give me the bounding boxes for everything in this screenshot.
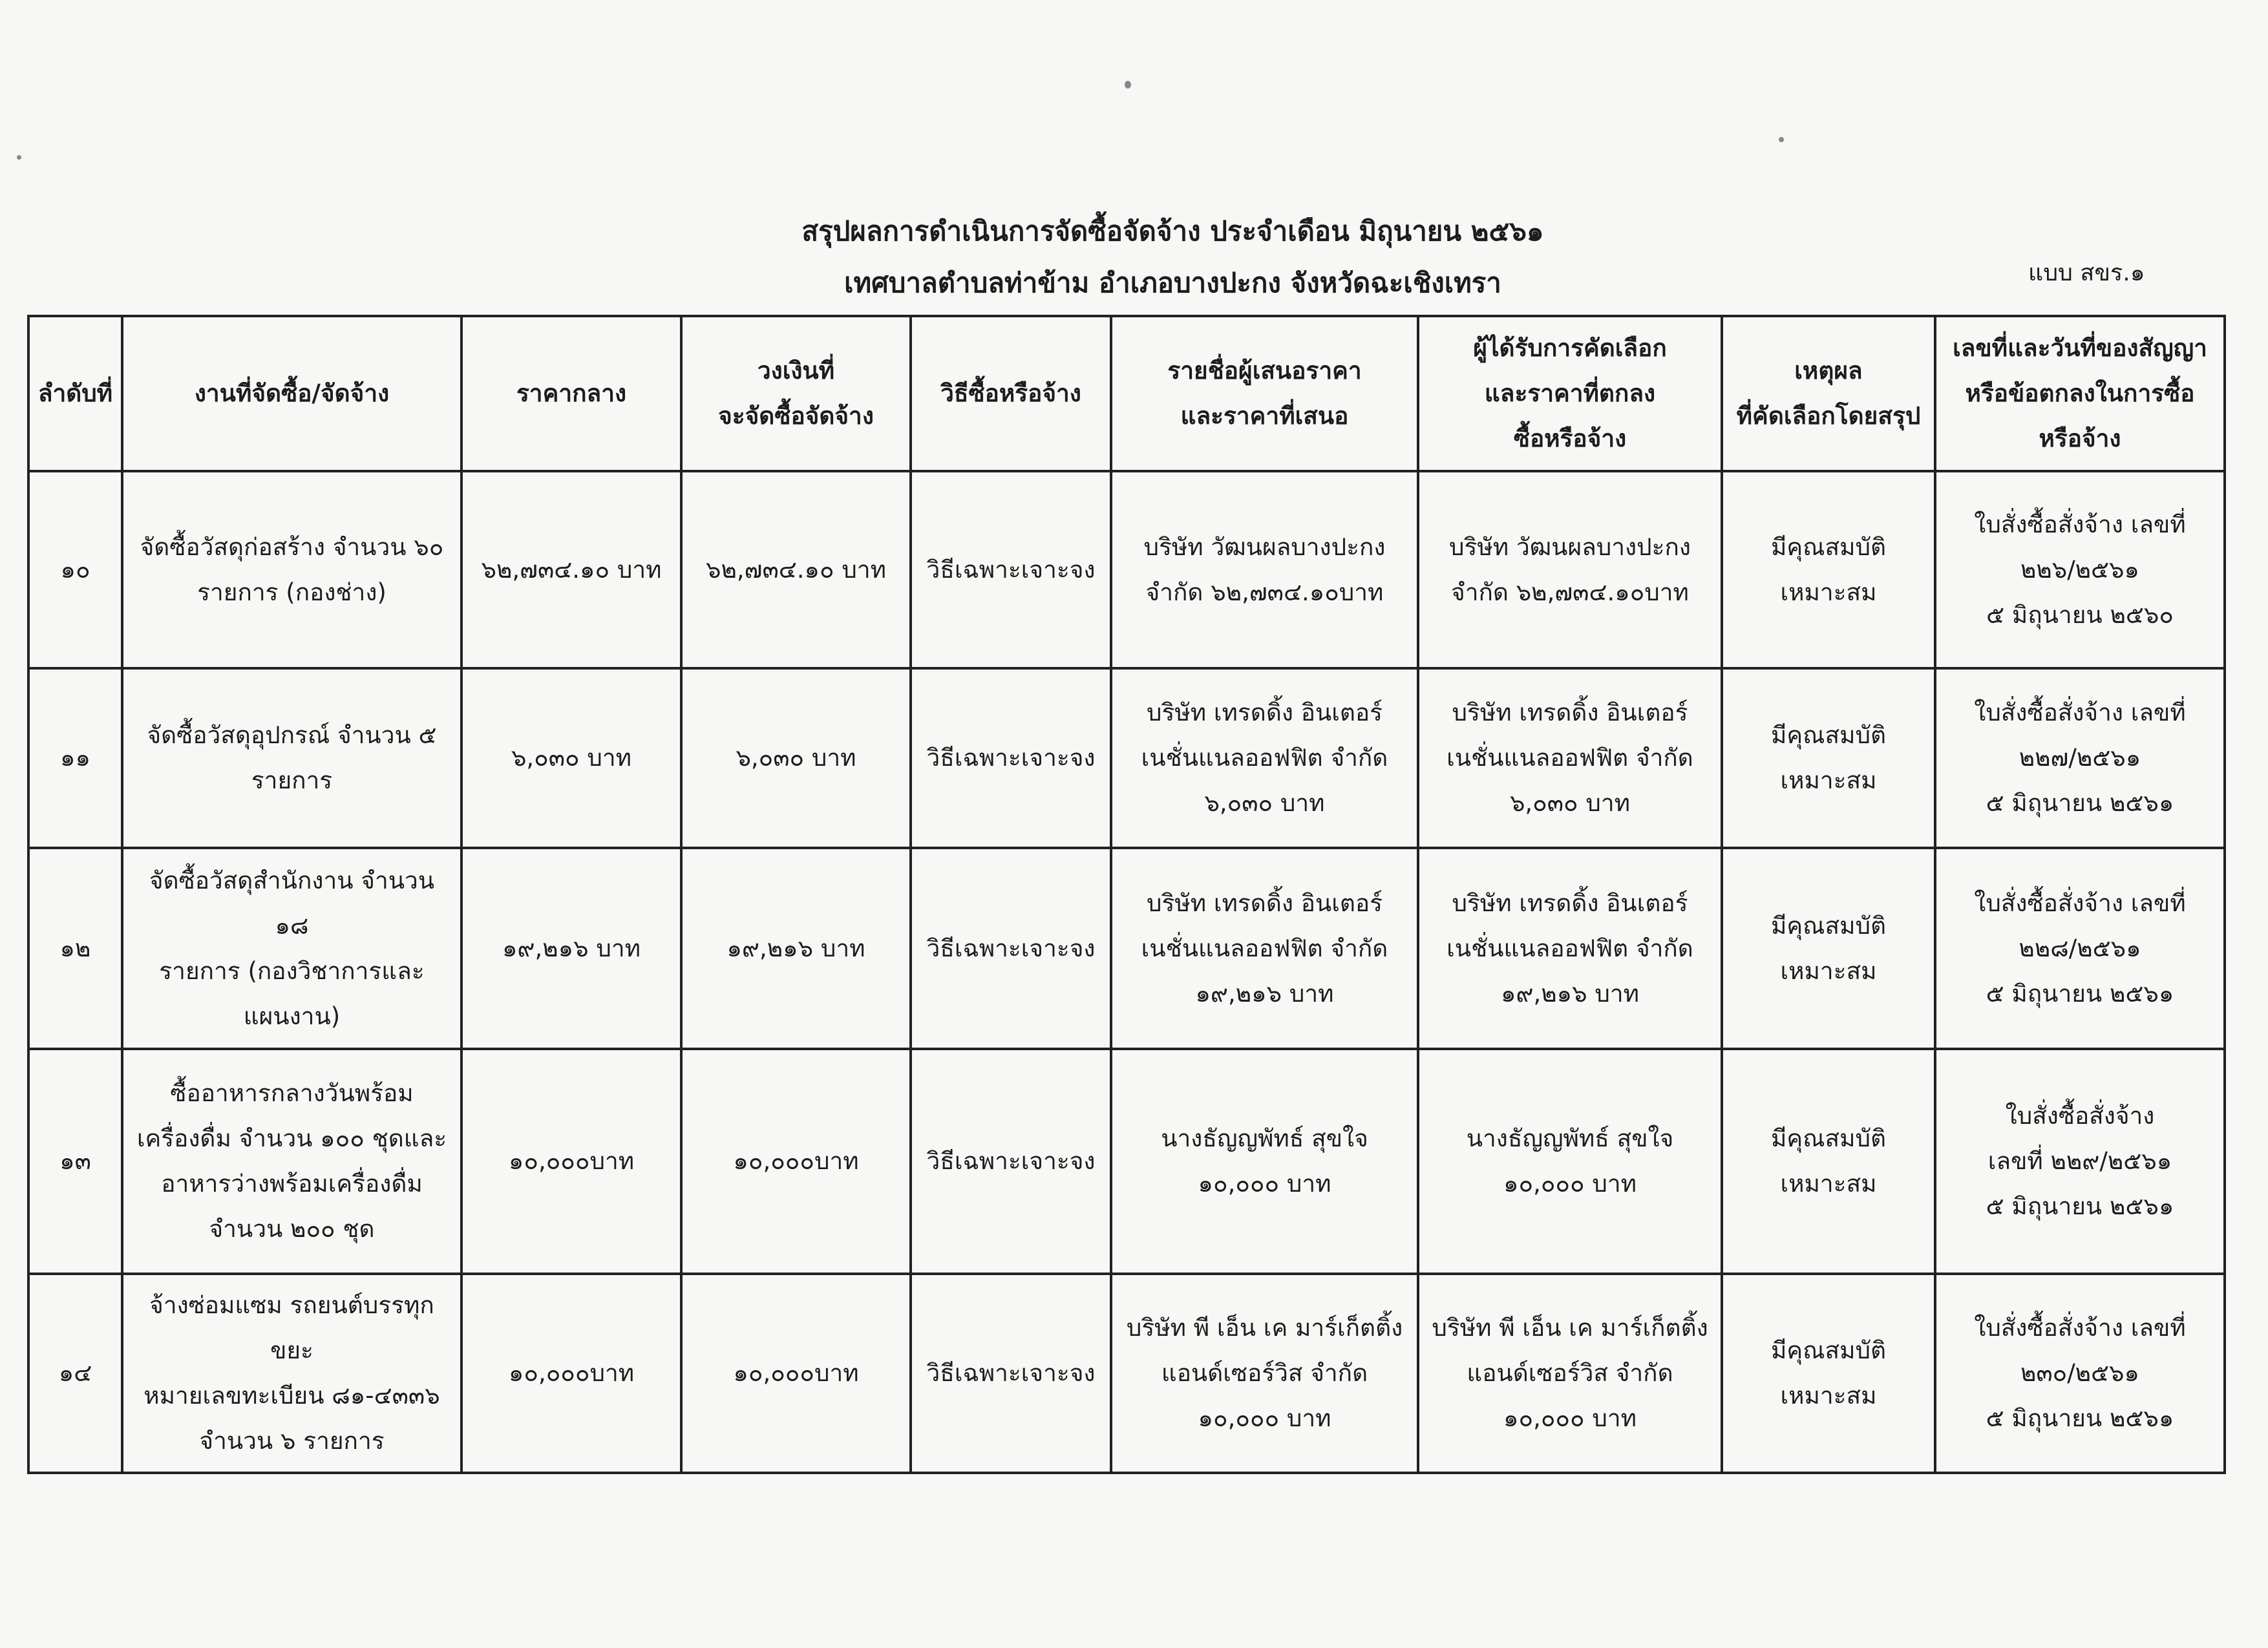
cell-method: วิธีเฉพาะเจาะจง <box>911 668 1111 848</box>
cell-line: บริษัท วัฒนผลบางปะกง <box>1449 533 1691 561</box>
cell-work <box>122 1274 461 1473</box>
cell-budget: ๑๐,๐๐๐บาท <box>681 1049 911 1274</box>
cell-line: ใบสั่งซื้อสั่งจ้าง เลขที่ <box>1974 1314 2186 1342</box>
cell-line: เหมาะสม <box>1780 766 1877 794</box>
cell-selected <box>1418 471 1722 668</box>
cell-reason <box>1722 471 1935 668</box>
cell-selected <box>1418 1274 1722 1473</box>
cell-line: ๑๐,๐๐๐ บาท <box>1198 1404 1331 1432</box>
cell-line: ที่คัดเลือกโดยสรุป <box>1736 402 1921 430</box>
cell-line: บริษัท พี เอ็น เค มาร์เก็ตติ้ง <box>1126 1314 1403 1342</box>
cell-reason <box>1722 1049 1935 1274</box>
cell-line: แผนงาน) <box>243 1002 341 1030</box>
cell-line: ๕ มิถุนายน ๒๕๖๑ <box>1986 1192 2174 1220</box>
cell-line: หรือข้อตกลงในการซื้อ <box>1965 379 2195 407</box>
cell-line: จัดซื้อวัสดุอุปกรณ์ จำนวน ๕ <box>147 721 437 749</box>
cell-method: วิธีเฉพาะเจาะจง <box>911 848 1111 1049</box>
cell-line: ๕ มิถุนายน ๒๕๖๑ <box>1986 789 2174 817</box>
cell-line: เหมาะสม <box>1780 578 1877 606</box>
cell-line: เครื่องดื่ม จำนวน ๑๐๐ ชุดและ <box>136 1125 447 1152</box>
header-cell <box>1722 316 1935 471</box>
table-row <box>28 1274 2225 1473</box>
cell-line: เหตุผล <box>1794 357 1863 385</box>
cell-contract <box>1935 1274 2225 1473</box>
header-cell <box>1111 316 1418 471</box>
table-row <box>28 668 2225 848</box>
document-title: สรุปผลการดำเนินการจัดซื้อจัดจ้าง ประจำเดือน มิถุนายน ๒๕๖๑ <box>801 215 1544 247</box>
cell-line: ๕ มิถุนายน ๒๕๖๑ <box>1986 1404 2174 1432</box>
cell-method: วิธีเฉพาะเจาะจง <box>911 471 1111 668</box>
cell-bidders <box>1111 471 1418 668</box>
cell-line: อาหารว่างพร้อมเครื่องดื่ม <box>161 1170 423 1198</box>
cell-median-price: ๖,๐๓๐ บาท <box>461 668 681 848</box>
cell-line: นางธัญญพัทธ์ สุขใจ <box>1466 1125 1674 1152</box>
cell-line: บริษัท พี เอ็น เค มาร์เก็ตติ้ง <box>1432 1314 1708 1342</box>
cell-line: บริษัท เทรดดิ้ง อินเตอร์ <box>1452 699 1688 726</box>
cell-no: ๑๒ <box>28 848 122 1049</box>
cell-line: มีคุณสมบัติ <box>1771 911 1886 940</box>
header-cell <box>911 316 1111 471</box>
cell-no: ๑๓ <box>28 1049 122 1274</box>
cell-contract <box>1935 471 2225 668</box>
cell-median-price: ๑๙,๒๑๖ บาท <box>461 848 681 1049</box>
cell-work <box>122 848 461 1049</box>
procurement-table <box>27 315 2226 1474</box>
cell-line: ๖,๐๓๐ บาท <box>1204 789 1325 817</box>
cell-line: ๑๐,๐๐๐ บาท <box>1503 1170 1637 1198</box>
cell-work <box>122 471 461 668</box>
cell-budget: ๖,๐๓๐ บาท <box>681 668 911 848</box>
header-cell <box>681 316 911 471</box>
cell-line: นางธัญญพัทธ์ สุขใจ <box>1161 1125 1368 1152</box>
cell-contract <box>1935 1049 2225 1274</box>
cell-line: มีคุณสมบัติ <box>1771 721 1886 749</box>
cell-no: ๑๔ <box>28 1274 122 1473</box>
cell-line: รายชื่อผู้เสนอราคา <box>1167 357 1362 385</box>
cell-reason <box>1722 1274 1935 1473</box>
cell-bidders <box>1111 1049 1418 1274</box>
cell-line: ใบสั่งซื้อสั่งจ้าง เลขที่ <box>1974 889 2186 917</box>
table-row <box>28 848 2225 1049</box>
cell-line: เนชั่นแนลออฟฟิต จำกัด <box>1141 744 1388 772</box>
cell-line: ซื้ออาหารกลางวันพร้อม <box>170 1079 414 1107</box>
cell-line: จัดซื้อวัสดุสำนักงาน จำนวน ๑๘ <box>149 866 435 940</box>
cell-line: ราคากลาง <box>516 379 627 407</box>
cell-line: เนชั่นแนลออฟฟิต จำกัด <box>1447 934 1693 962</box>
cell-line: ผู้ได้รับการคัดเลือก <box>1473 334 1667 362</box>
header-cell <box>28 316 122 471</box>
cell-line: จัดซื้อวัสดุก่อสร้าง จำนวน ๖๐ <box>140 533 444 561</box>
cell-line: ลำดับที่ <box>37 379 113 407</box>
cell-line: เหมาะสม <box>1780 956 1877 985</box>
cell-line: มีคุณสมบัติ <box>1771 1336 1886 1364</box>
cell-line: วงเงินที่ <box>757 357 835 385</box>
header-cell <box>1418 316 1722 471</box>
cell-line: ๒๒๖/๒๕๖๑ <box>2020 555 2140 584</box>
cell-line: แอนด์เซอร์วิส จำกัด <box>1467 1359 1673 1387</box>
header-cell <box>461 316 681 471</box>
cell-line: แอนด์เซอร์วิส จำกัด <box>1161 1359 1368 1387</box>
cell-budget: ๖๒,๗๓๔.๑๐ บาท <box>681 471 911 668</box>
cell-line: บริษัท วัฒนผลบางปะกง <box>1143 533 1386 561</box>
cell-line: เหมาะสม <box>1780 1382 1877 1410</box>
cell-line: จำนวน ๒๐๐ ชุด <box>209 1215 375 1243</box>
cell-line: ๑๐,๐๐๐ บาท <box>1503 1404 1637 1432</box>
header-cell <box>1935 316 2225 471</box>
cell-line: มีคุณสมบัติ <box>1771 1125 1886 1152</box>
cell-line: และราคาที่ตกลง <box>1484 379 1656 407</box>
cell-line: บริษัท เทรดดิ้ง อินเตอร์ <box>1147 889 1383 917</box>
cell-line: ๒๒๘/๒๕๖๑ <box>2019 934 2141 962</box>
scan-speck <box>1779 137 1784 142</box>
cell-work <box>122 668 461 848</box>
document-subtitle: เทศบาลตำบลท่าข้าม อำเภอบางปะกง จังหวัดฉะเชิงเทรา <box>844 267 1501 299</box>
cell-line: ๖,๐๓๐ บาท <box>1509 789 1631 817</box>
cell-line: เหมาะสม <box>1780 1170 1877 1198</box>
cell-line: เนชั่นแนลออฟฟิต จำกัด <box>1141 934 1388 962</box>
cell-median-price: ๑๐,๐๐๐บาท <box>461 1049 681 1274</box>
cell-line: รายการ <box>251 766 333 794</box>
cell-bidders <box>1111 1274 1418 1473</box>
cell-bidders <box>1111 668 1418 848</box>
cell-reason <box>1722 668 1935 848</box>
cell-line: และราคาที่เสนอ <box>1180 402 1349 430</box>
cell-line: ใบสั่งซื้อสั่งจ้าง <box>2005 1102 2155 1130</box>
table-header-row <box>28 316 2225 471</box>
cell-line: เลขที่ ๒๒๙/๒๕๖๑ <box>1987 1147 2172 1175</box>
cell-median-price: ๖๒,๗๓๔.๑๐ บาท <box>461 471 681 668</box>
cell-line: ๕ มิถุนายน ๒๕๖๐ <box>1986 600 2174 629</box>
cell-contract <box>1935 848 2225 1049</box>
cell-line: ๑๙,๒๑๖ บาท <box>1500 979 1640 1008</box>
cell-line: หรือจ้าง <box>2039 425 2121 452</box>
cell-selected <box>1418 848 1722 1049</box>
cell-work <box>122 1049 461 1274</box>
cell-line: ๒๒๗/๒๕๖๑ <box>2019 744 2141 772</box>
cell-line: วิธีซื้อหรือจ้าง <box>940 379 1081 407</box>
cell-line: ๑๙,๒๑๖ บาท <box>1195 979 1334 1008</box>
cell-contract <box>1935 668 2225 848</box>
cell-budget: ๑๐,๐๐๐บาท <box>681 1274 911 1473</box>
scan-speck <box>1125 81 1131 89</box>
cell-bidders <box>1111 848 1418 1049</box>
cell-line: ใบสั่งซื้อสั่งจ้าง เลขที่ <box>1974 699 2186 726</box>
cell-line: จะจัดซื้อจัดจ้าง <box>718 402 874 430</box>
cell-line: มีคุณสมบัติ <box>1771 533 1886 561</box>
cell-line: ๒๓๐/๒๕๖๑ <box>2020 1359 2140 1387</box>
cell-line: จำกัด ๖๒,๗๓๔.๑๐บาท <box>1451 578 1689 606</box>
cell-line: บริษัท เทรดดิ้ง อินเตอร์ <box>1147 699 1383 726</box>
cell-selected <box>1418 668 1722 848</box>
scan-speck <box>17 155 21 160</box>
cell-line: เนชั่นแนลออฟฟิต จำกัด <box>1447 744 1693 772</box>
cell-line: ใบสั่งซื้อสั่งจ้าง เลขที่ <box>1974 510 2186 538</box>
table-row <box>28 1049 2225 1274</box>
cell-line: เลขที่และวันที่ของสัญญา <box>1953 334 2207 362</box>
cell-no: ๑๐ <box>28 471 122 668</box>
cell-line: ซื้อหรือจ้าง <box>1513 425 1627 452</box>
form-code: แบบ สขร.๑ <box>2028 260 2145 286</box>
cell-line: บริษัท เทรดดิ้ง อินเตอร์ <box>1452 889 1688 917</box>
cell-selected <box>1418 1049 1722 1274</box>
cell-line: ๕ มิถุนายน ๒๕๖๑ <box>1986 979 2174 1008</box>
header-cell <box>122 316 461 471</box>
cell-line: รายการ (กองช่าง) <box>197 578 387 606</box>
cell-budget: ๑๙,๒๑๖ บาท <box>681 848 911 1049</box>
cell-line: ๑๐,๐๐๐ บาท <box>1198 1170 1331 1198</box>
cell-no: ๑๑ <box>28 668 122 848</box>
cell-line: งานที่จัดซื้อ/จัดจ้าง <box>194 379 390 407</box>
cell-line: จำกัด ๖๒,๗๓๔.๑๐บาท <box>1145 578 1384 606</box>
cell-line: จ้างซ่อมแซม รถยนต์บรรทุกขยะ <box>149 1291 434 1364</box>
cell-method: วิธีเฉพาะเจาะจง <box>911 1274 1111 1473</box>
table-row <box>28 471 2225 668</box>
cell-line: จำนวน ๖ รายการ <box>199 1427 385 1455</box>
cell-median-price: ๑๐,๐๐๐บาท <box>461 1274 681 1473</box>
cell-line: หมายเลขทะเบียน ๘๑-๔๓๓๖ <box>143 1382 440 1410</box>
cell-line: รายการ (กองวิชาการและ <box>159 956 425 985</box>
cell-method: วิธีเฉพาะเจาะจง <box>911 1049 1111 1274</box>
cell-reason <box>1722 848 1935 1049</box>
